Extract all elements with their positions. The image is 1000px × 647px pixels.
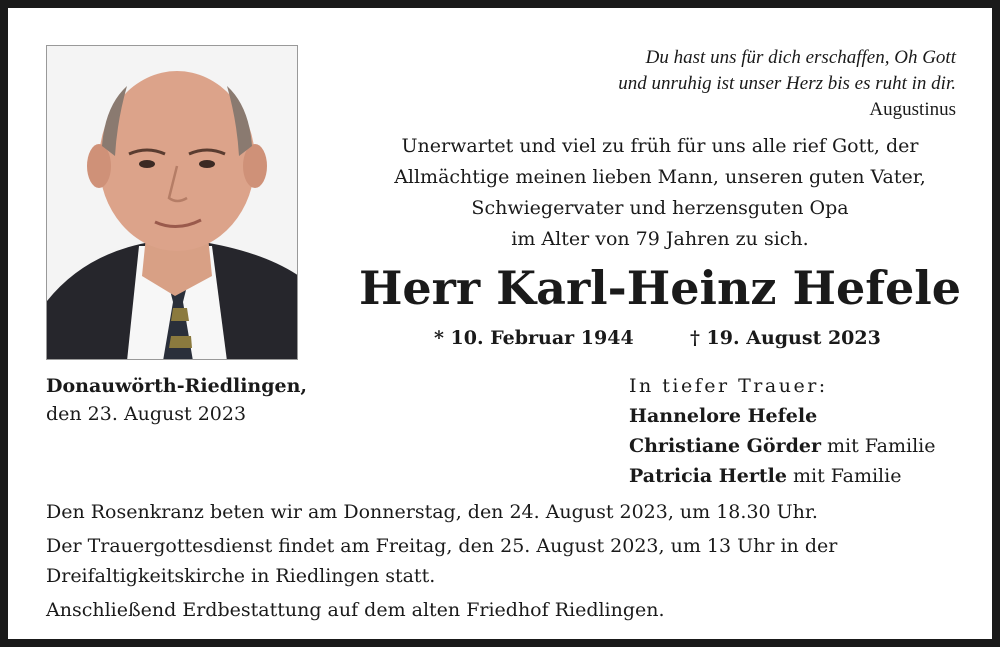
quote-line-1: Du hast uns für dich erschaffen, Oh Gott [645,47,956,68]
announcement-line: Allmächtige meinen lieben Mann, unseren guten Vater, [394,166,926,188]
mourner-suffix: mit Familie [820,435,936,457]
announcement-line: im Alter von 79 Jahren zu sich. [511,228,809,250]
deceased-name: Herr Karl-Heinz Hefele [358,261,962,315]
mourners-intro: In tiefer Trauer: [629,375,828,397]
rosary-info: Den Rosenkranz beten wir am Donnerstag, den 24. August 2023, um 18.30 Uhr. [46,501,818,523]
bible-quote [618,45,956,123]
place-city: Donauwörth-Riedlingen, [46,375,308,397]
announcement-line: Unerwartet und viel zu früh für uns alle rief Gott, der [401,135,919,157]
mourner-entry [629,431,936,461]
quote-line-2: und unruhig ist unser Herz bis es ruht in dir. [618,73,956,94]
quote-author: Augustinus [869,99,956,120]
burial-info: Anschließend Erdbestattung auf dem alten Friedhof Riedlingen. [46,599,665,621]
funeral-mass-info: Der Trauergottesdienst findet am Freitag, den 25. August 2023, um 13 Uhr in der [46,535,838,557]
announcement-line: Schwiegervater und herzensguten Opa [471,197,849,219]
death-date: † 19. August 2023 [690,327,881,349]
portrait-photo [46,45,298,360]
place-and-date [46,372,307,428]
mourner-name: Patricia Hertle [629,465,787,487]
mourner-name: Christiane Görder [629,435,821,457]
place-date: den 23. August 2023 [46,403,247,425]
death-announcement [330,131,990,255]
mourner-suffix: mit Familie [786,465,902,487]
funeral-mass-info-cont: Dreifaltigkeitskirche in Riedlingen statt. [46,565,436,587]
mourners-block [629,371,936,491]
mourner-name: Hannelore Hefele [629,405,818,427]
birth-date: * 10. Februar 1944 [434,327,634,349]
service-details [46,497,956,625]
mourner-entry [629,401,936,431]
mourner-entry [629,461,936,491]
